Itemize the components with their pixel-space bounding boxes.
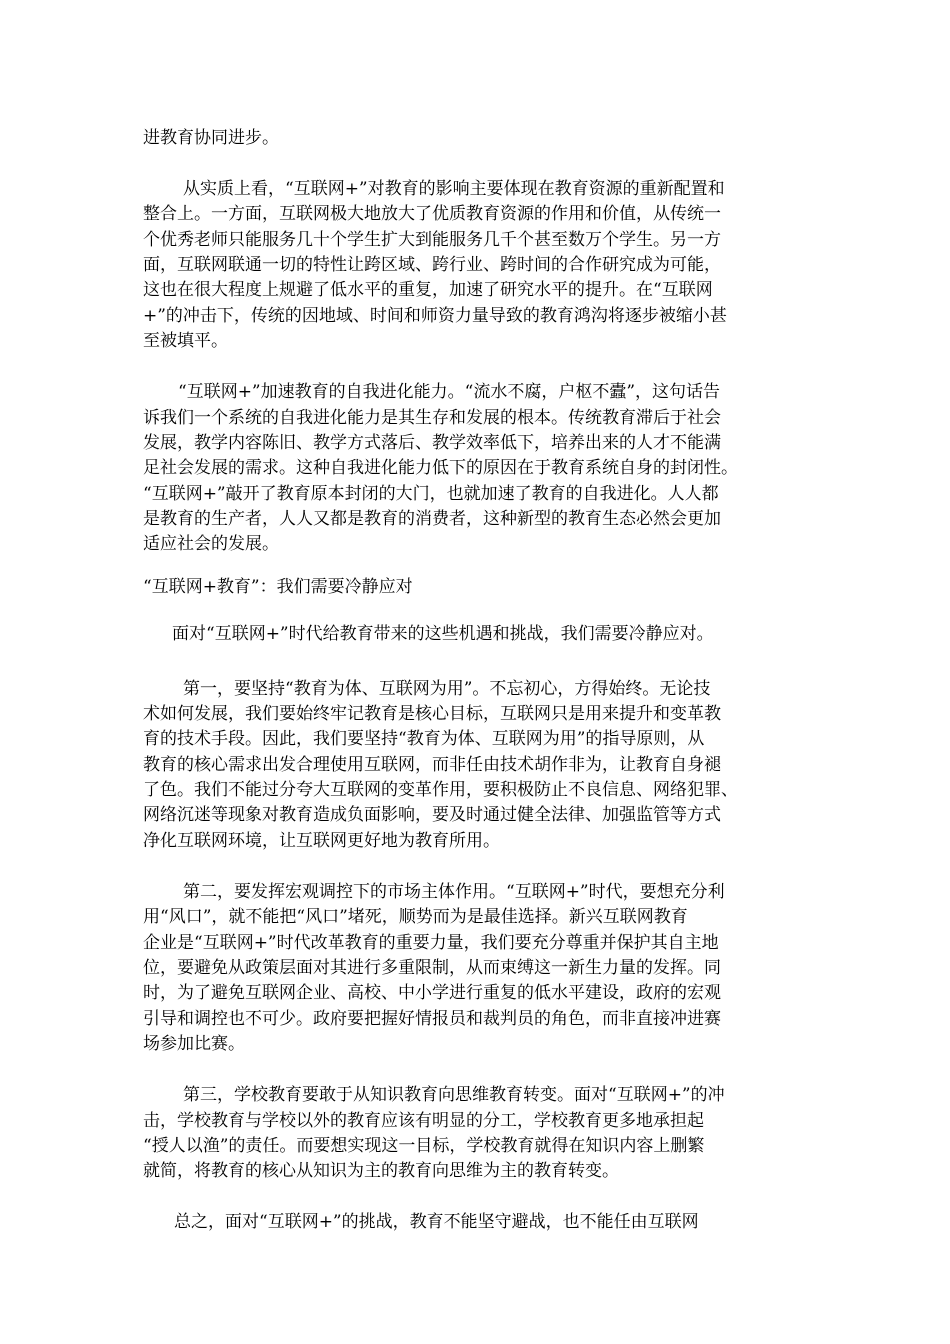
text-line: 育的技术手段。因此，我们要坚持“教育为体、互联网为用”的指导原则，从 [143,729,705,749]
text-line: “授人以渔”的责任。而要想实现这一目标，学校教育就得在知识内容上删繁 [143,1136,705,1156]
text-line: 足社会发展的需求。这种自我进化能力低下的原因在于教育系统自身的封闭性。 [143,458,738,478]
text-line: 场参加比赛。 [143,1034,245,1054]
text-line: 时，为了避免互联网企业、高校、中小学进行重复的低水平建设，政府的宏观 [143,983,721,1003]
text-line: 引导和调控也不可少。政府要把握好情报员和裁判员的角色，而非直接冲进赛 [143,1009,721,1029]
text-line: 就简，将教育的核心从知识为主的教育向思维为主的教育转变。 [143,1161,619,1181]
text-line: 净化互联网环境，让互联网更好地为教育所用。 [143,831,500,851]
text-line: 企业是“互联网+”时代改革教育的重要力量，我们要充分尊重并保护其自主地 [143,933,719,953]
text-line: 发展，教学内容陈旧、教学方式落后、教学效率低下，培养出来的人才不能满 [143,433,721,453]
text-line: 整合上。一方面，互联网极大地放大了优质教育资源的作用和价值，从传统一 [143,204,721,224]
text-line: 网络沉迷等现象对教育造成负面影响，要及时通过健全法律、加强监管等方式 [143,805,721,825]
text-line: “互联网+”敲开了教育原本封闭的大门，也就加速了教育的自我进化。人人都 [143,484,719,504]
text-line: 总之，面对“互联网+”的挑战，教育不能坚守避战，也不能任由互联网 [174,1212,699,1232]
text-line: 面对“互联网+”时代给教育带来的这些机遇和挑战，我们需要冷静应对。 [172,624,714,644]
text-line: +”的冲击下，传统的因地域、时间和师资力量导致的教育鸿沟将逐步被缩小甚 [143,306,727,326]
text-line: 教育的核心需求出发合理使用互联网，而非任由技术胡作非为，让教育自身褪 [143,755,721,775]
text-line: 用“风口”，就不能把“风口”堵死，顺势而为是最佳选择。新兴互联网教育 [143,907,688,927]
text-line: “互联网+”加速教育的自我进化能力。“流水不腐，户枢不蠹”，这句话告 [178,382,721,402]
text-line: 是教育的生产者，人人又都是教育的消费者，这种新型的教育生态必然会更加 [143,509,721,529]
text-line: 位，要避免从政策层面对其进行多重限制，从而束缚这一新生力量的发挥。同 [143,958,721,978]
text-line: 这也在很大程度上规避了低水平的重复，加速了研究水平的提升。在“互联网 [143,280,713,300]
section-heading: “互联网+教育”：我们需要冷静应对 [143,577,413,597]
text-line: 第三，学校教育要敢于从知识教育向思维教育转变。面对“互联网+”的冲 [183,1085,725,1105]
text-line: 至被填平。 [143,331,228,351]
text-line: 第二，要发挥宏观调控下的市场主体作用。“互联网+”时代，要想充分利 [183,882,725,902]
text-line: 进教育协同进步。 [143,128,279,148]
text-line: 个优秀老师只能服务几十个学生扩大到能服务几千个甚至数万个学生。另一方 [143,230,721,250]
text-line: 击，学校教育与学校以外的教育应该有明显的分工，学校教育更多地承担起 [143,1111,704,1131]
text-line: 从实质上看，“互联网+”对教育的影响主要体现在教育资源的重新配置和 [183,179,725,199]
text-line: 诉我们一个系统的自我进化能力是其生存和发展的根本。传统教育滞后于社会 [143,408,721,428]
text-line: 了色。我们不能过分夸大互联网的变革作用，要积极防止不良信息、网络犯罪、 [143,780,738,800]
text-line: 第一，要坚持“教育为体、互联网为用”。不忘初心，方得始终。无论技 [183,679,711,699]
text-line: 术如何发展，我们要始终牢记教育是核心目标，互联网只是用来提升和变革教 [143,704,721,724]
text-line: 面，互联网联通一切的特性让跨区域、跨行业、跨时间的合作研究成为可能， [143,255,721,275]
text-line: 适应社会的发展。 [143,534,279,554]
